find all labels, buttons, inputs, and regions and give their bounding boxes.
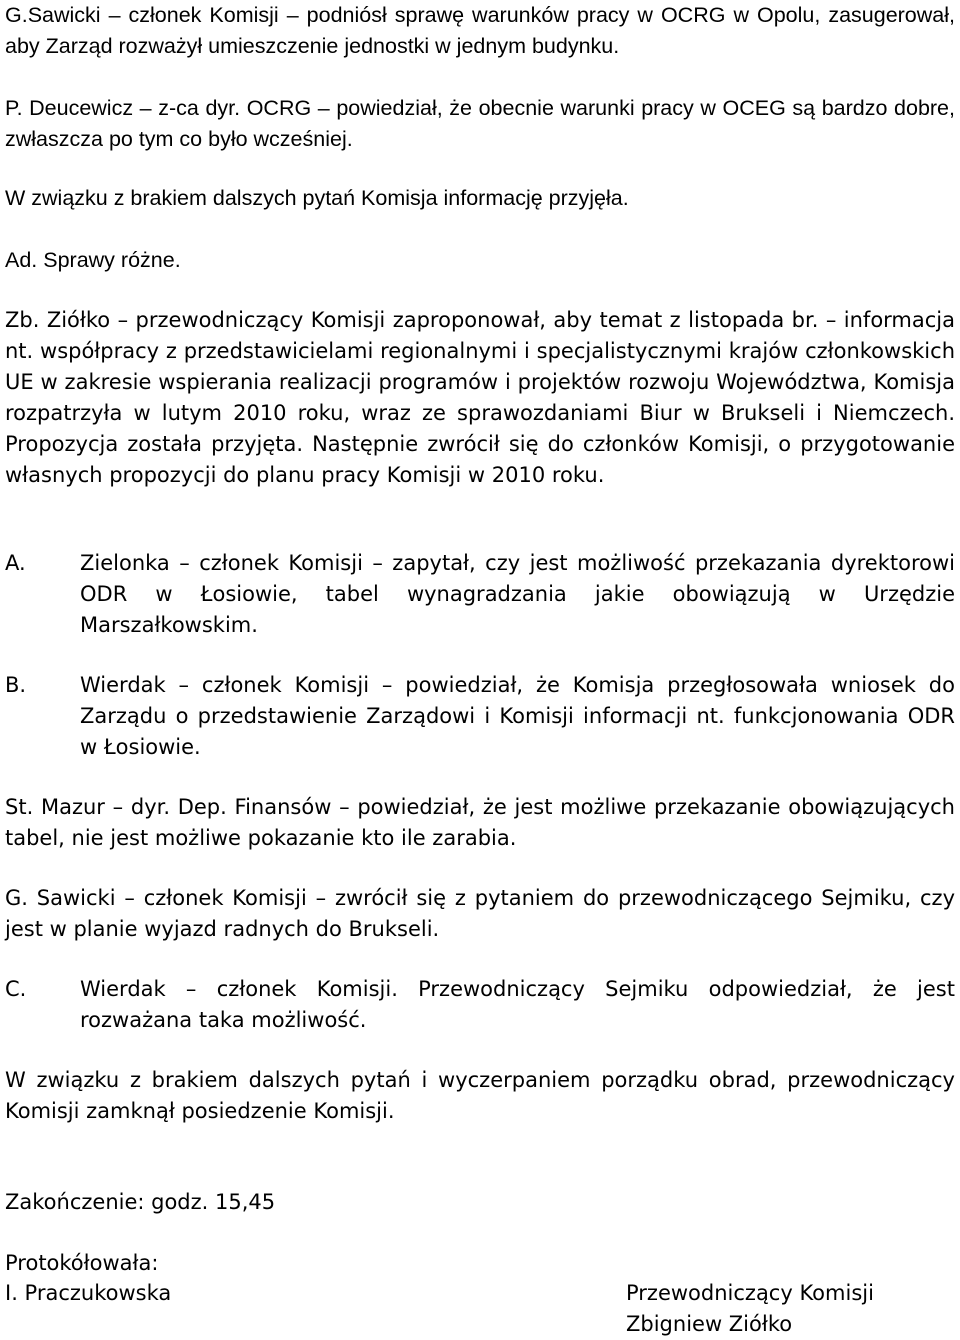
paragraph-marker: B.: [5, 673, 27, 697]
signature-right-name: Zbigniew Ziółko: [626, 1312, 793, 1336]
paragraph-ziolko-proposal: Zb. Ziółko – przewodniczący Komisji zaproponował, aby temat z listopada br. – informacja nt. współpracy z przedstawicielami regionalnymi i specjalistycznymi krajów członkowskich UE w zakresie wspierania realizacji programów i projektów rozwoju Województwa, Komisja rozpatrzyła w lutym 2010 roku, wraz ze sprawozdaniami Biur w Brukseli i Niemczech. Propozycja została przyjęta. Następnie zwrócił się do członków Komisji, o przygotowanie własnych propozycji do planu pracy Komisji w 2010 roku.: [5, 308, 955, 487]
paragraph-mazur: St. Mazur – dyr. Dep. Finansów – powiedział, że jest możliwe przekazanie obowiązujących tabel, nie jest możliwe pokazanie kto ile zarabia.: [5, 795, 955, 850]
paragraph-zielonka-text: Zielonka – członek Komisji – zapytał, czy jest możliwość przekazania dyrektorowi ODR w Łosiowie, tabel wynagradzania jakie obowiązują w Urzędzie Marszałkowskim.: [80, 551, 955, 637]
section-heading-sprawy-rozne: Ad. Sprawy różne.: [5, 248, 181, 272]
paragraph-wierdak-b: B. Wierdak – członek Komisji – powiedział, że Komisja przegłosowała wniosek do Zarządu o przedstawienie Zarządowi i Komisji informacji nt. funkcjonowania ODR w Łosiowie.: [80, 670, 955, 763]
paragraph-info-accepted: W związku z brakiem dalszych pytań Komisja informację przyjęła.: [5, 186, 629, 210]
paragraph-wierdak-c: C. Wierdak – członek Komisji. Przewodniczący Sejmiku odpowiedział, że jest rozważana taka możliwość.: [80, 974, 955, 1036]
signature-right: [626, 1278, 874, 1340]
closing-time: Zakończenie: godz. 15,45: [5, 1190, 276, 1214]
paragraph-marker: C.: [5, 977, 27, 1001]
paragraph-sawicki-brussels: G. Sawicki – członek Komisji – zwrócił się z pytaniem do przewodniczącego Sejmiku, czy jest w planie wyjazd radnych do Brukseli.: [5, 886, 955, 941]
signature-left-label: Protokółowała:: [5, 1251, 159, 1275]
signature-left-name: I. Praczukowska: [5, 1281, 172, 1305]
paragraph-deucewicz: P. Deucewicz – z-ca dyr. OCRG – powiedział, że obecnie warunki pracy w OCEG są bardzo dobre, zwłaszcza po tym co było wcześniej.: [5, 96, 955, 151]
signature-right-title: Przewodniczący Komisji: [626, 1281, 874, 1305]
paragraph-marker: A.: [5, 551, 26, 575]
paragraph-closing: W związku z brakiem dalszych pytań i wyczerpaniem porządku obrad, przewodniczący Komisji zamknął posiedzenie Komisji.: [5, 1068, 955, 1123]
paragraph-sawicki-ocrg: G.Sawicki – członek Komisji – podniósł sprawę warunków pracy w OCRG w Opolu, zasugerował, aby Zarząd rozważył umieszczenie jednostki w jednym budynku.: [5, 3, 955, 58]
